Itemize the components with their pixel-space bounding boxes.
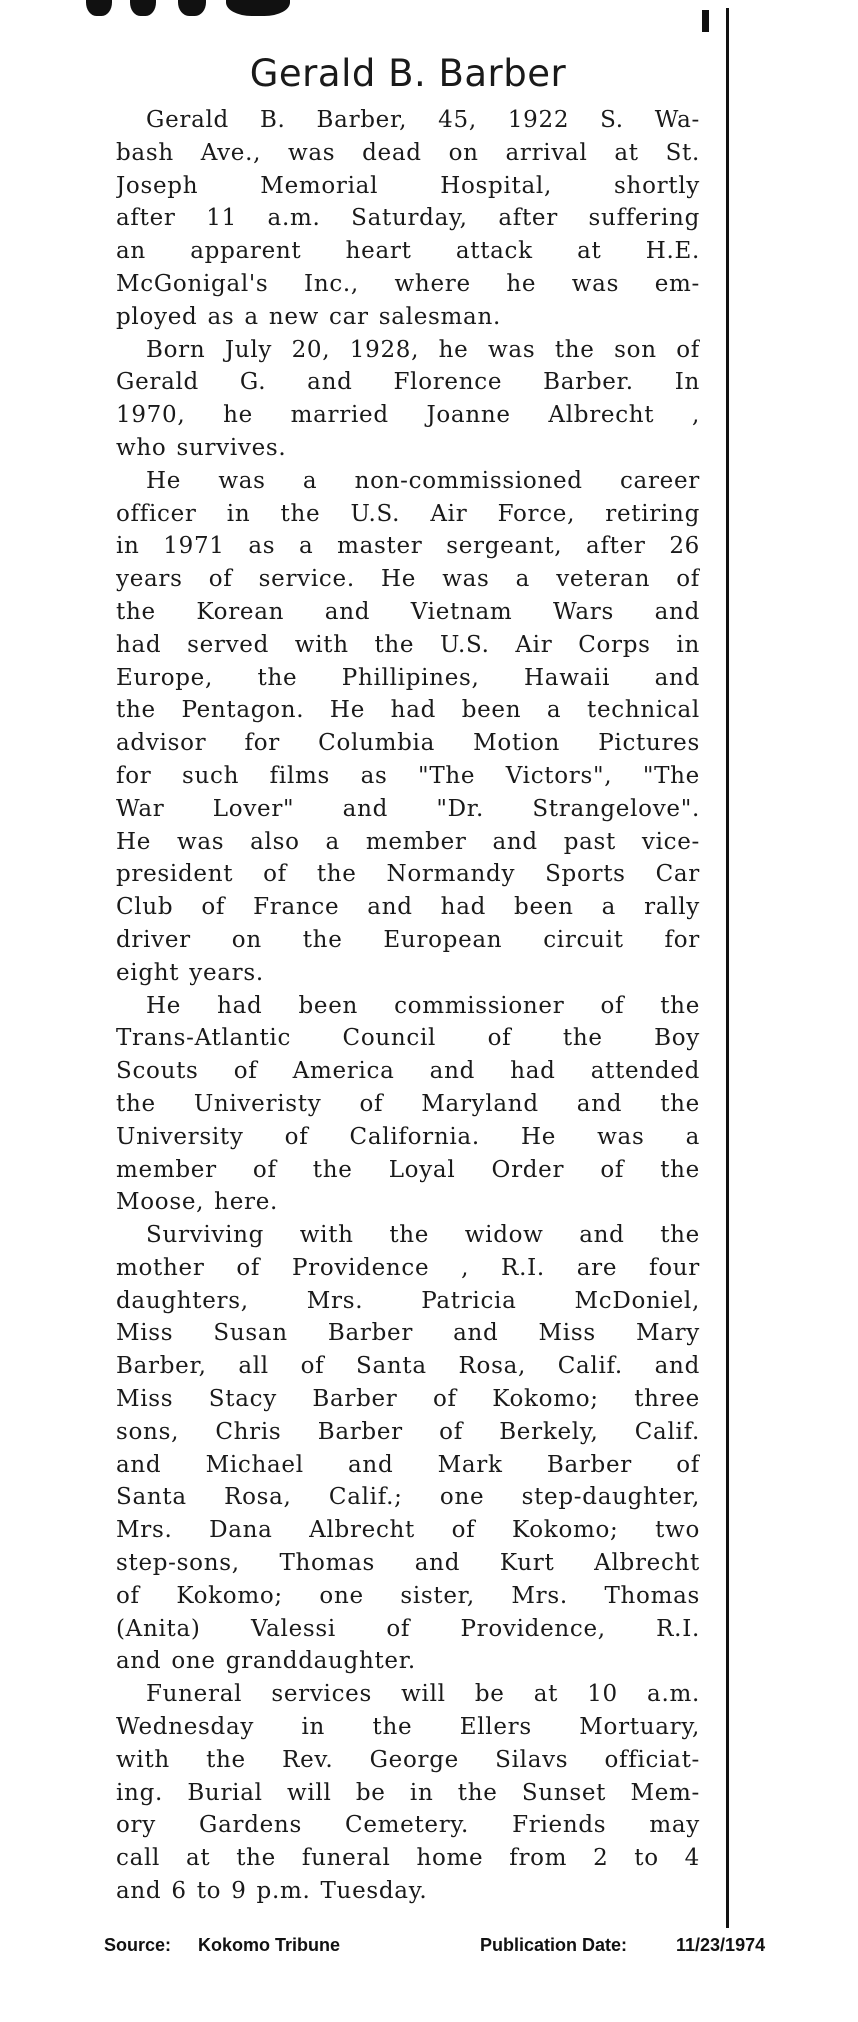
article-line: ory Gardens Cemetery. Friends may — [116, 1812, 700, 1839]
article-body — [116, 104, 700, 1908]
article-line: McGonigal's Inc., where he was em- — [116, 270, 700, 297]
article-line: officer in the U.S. Air Force, retiring — [116, 500, 700, 527]
article-line: of Kokomo; one sister, Mrs. Thomas — [116, 1582, 700, 1609]
article-line: He had been commissioner of the — [146, 992, 700, 1019]
source-label: Source: — [104, 1935, 172, 1955]
publication-date-value: 11/23/1974 — [676, 1935, 766, 1955]
column-rule — [726, 8, 729, 1928]
top-column-tick — [702, 10, 709, 32]
article-line: ing. Burial will be in the Sunset Mem- — [116, 1779, 700, 1806]
article-line: Wednesday in the Ellers Mortuary, — [116, 1714, 700, 1741]
article-line: He was a non-commissioned career — [146, 467, 700, 494]
article-line: and 6 to 9 p.m. Tuesday. — [116, 1878, 428, 1905]
article-line: eight years. — [116, 959, 264, 986]
article-line: ployed as a new car salesman. — [116, 303, 501, 330]
source-value: Kokomo Tribune — [198, 1935, 341, 1955]
article-line: who survives. — [116, 434, 287, 461]
article-line: Born July 20, 1928, he was the son of — [146, 336, 700, 363]
clipping-footer — [0, 1935, 858, 1965]
article-line: University of California. He was a — [116, 1123, 700, 1150]
article-line: (Anita) Valessi of Providence, R.I. — [116, 1615, 700, 1642]
article-line: Miss Stacy Barber of Kokomo; three — [116, 1386, 700, 1413]
article-line: advisor for Columbia Motion Pictures — [116, 730, 700, 757]
article-line: and Michael and Mark Barber of — [116, 1451, 700, 1478]
article-line: Trans-Atlantic Council of the Boy — [116, 1025, 700, 1052]
article-line: sons, Chris Barber of Berkely, Calif. — [116, 1418, 700, 1445]
article-line: Funeral services will be at 10 a.m. — [146, 1681, 700, 1708]
article-line: the Pentagon. He had been a technical — [116, 697, 700, 724]
publication-date-label: Publication Date: — [480, 1935, 628, 1955]
article-line: Gerald B. Barber, 45, 1922 S. Wa- — [146, 107, 700, 133]
article-line: Miss Susan Barber and Miss Mary — [116, 1320, 700, 1347]
obituary-clipping — [116, 50, 700, 1908]
article-line: call at the funeral home from 2 to 4 — [116, 1845, 700, 1872]
article-line: after 11 a.m. Saturday, after suffering — [116, 205, 700, 232]
article-line: president of the Normandy Sports Car — [116, 861, 700, 888]
article-line: Barber, all of Santa Rosa, Calif. and — [116, 1353, 700, 1380]
article-line: Scouts of America and had attended — [116, 1058, 700, 1085]
article-line: and one granddaughter. — [116, 1648, 416, 1675]
article-line: step-sons, Thomas and Kurt Albrecht — [116, 1550, 700, 1577]
article-line: 1970, he married Joanne Albrecht , — [116, 402, 700, 429]
article-line: Club of France and had been a rally — [116, 894, 700, 921]
article-line: War Lover" and "Dr. Strangelove". — [116, 795, 700, 822]
obituary-headline: Gerald B. Barber — [249, 52, 567, 95]
article-line: for such films as "The Victors", "The — [116, 762, 700, 789]
article-line: the Korean and Vietnam Wars and — [116, 598, 700, 625]
article-line: member of the Loyal Order of the — [116, 1156, 700, 1183]
article-line: years of service. He was a veteran of — [116, 566, 700, 593]
article-line: in 1971 as a master sergeant, after 26 — [116, 533, 700, 560]
article-line: Mrs. Dana Albrecht of Kokomo; two — [116, 1517, 700, 1544]
article-line: daughters, Mrs. Patricia McDoniel, — [116, 1287, 700, 1314]
article-line: Europe, the Phillipines, Hawaii and — [116, 664, 700, 691]
article-line: driver on the European circuit for — [116, 926, 700, 953]
article-line: with the Rev. George Silavs officiat- — [116, 1746, 700, 1773]
article-line: Gerald G. and Florence Barber. In — [116, 369, 700, 396]
article-line: He was also a member and past vice- — [116, 828, 700, 855]
article-line: Surviving with the widow and the — [146, 1222, 700, 1249]
article-line: mother of Providence , R.I. are four — [116, 1254, 700, 1281]
article-line: the Univeristy of Maryland and the — [116, 1090, 700, 1117]
article-line: bash Ave., was dead on arrival at St. — [116, 139, 700, 166]
article-line: had served with the U.S. Air Corps in — [116, 631, 700, 658]
article-line: Santa Rosa, Calif.; one step-daughter, — [116, 1484, 700, 1511]
clipped-headline-fragment — [86, 0, 296, 22]
article-line: Joseph Memorial Hospital, shortly — [116, 172, 700, 199]
article-line: Moose, here. — [116, 1189, 279, 1216]
article-line: an apparent heart attack at H.E. — [116, 238, 700, 265]
